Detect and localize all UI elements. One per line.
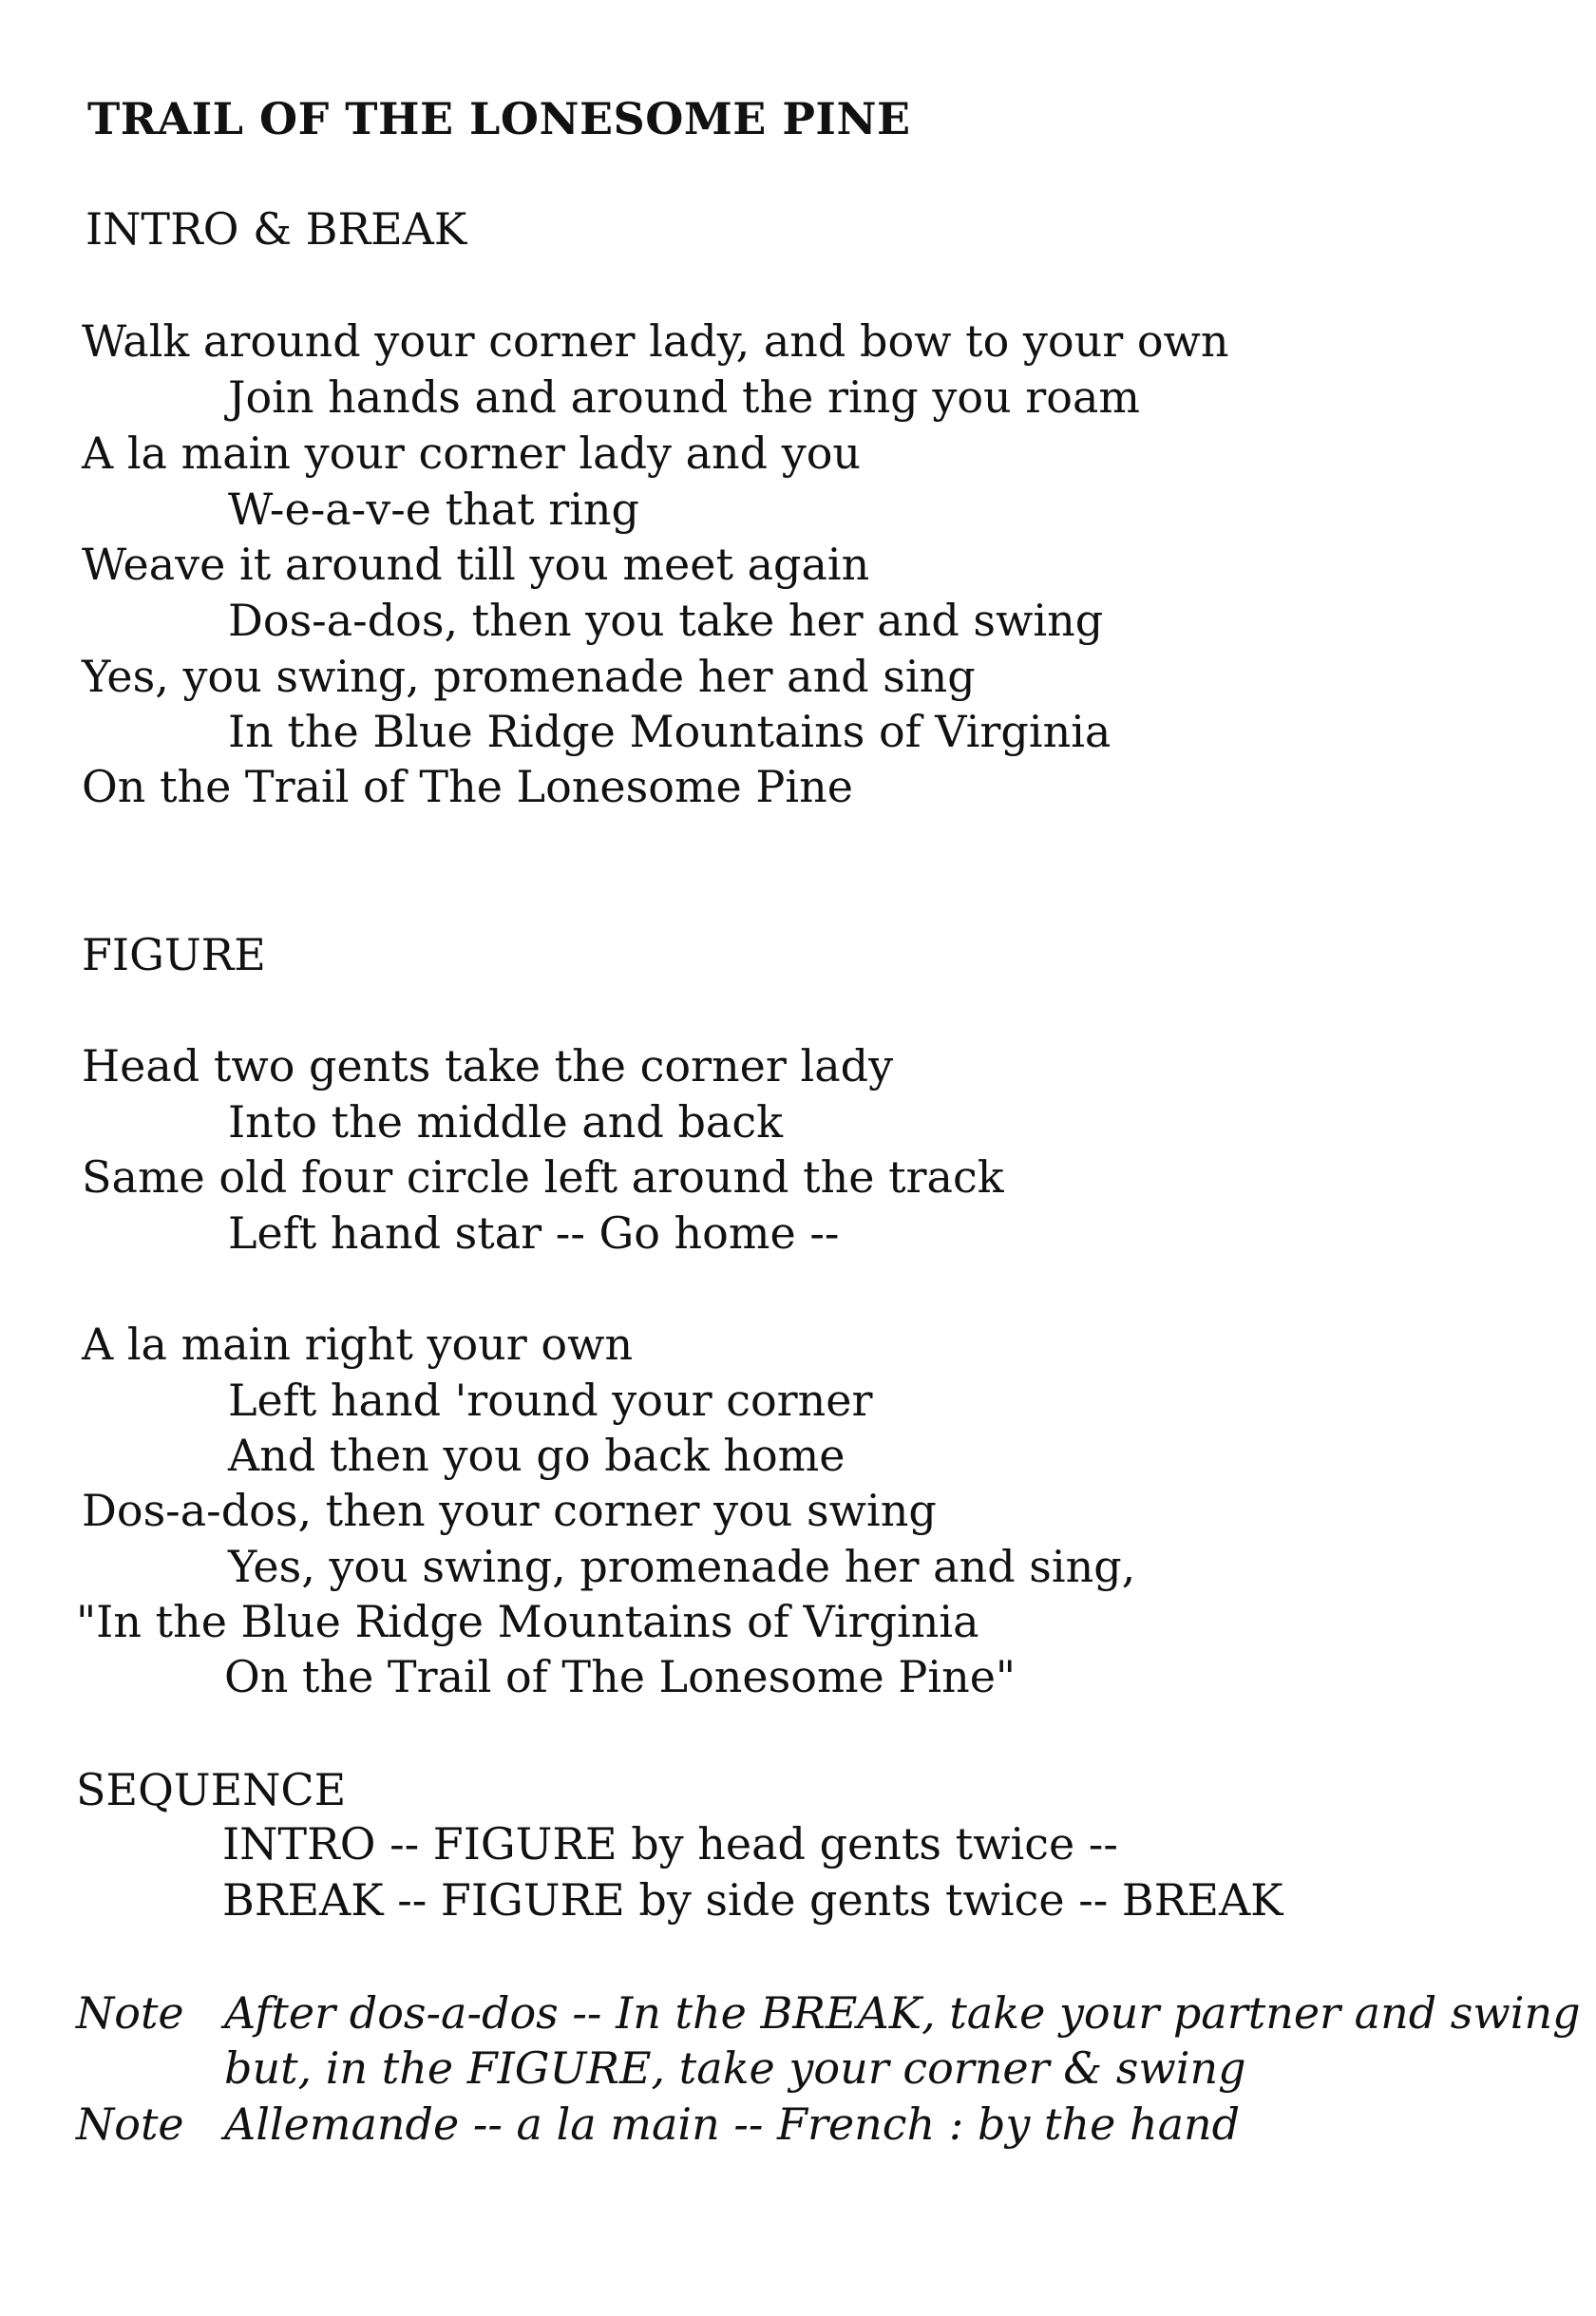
figure-line: And then you go back home (228, 1430, 846, 1481)
sequence-line: INTRO -- FIGURE by head gents twice -- (222, 1818, 1118, 1870)
figure-line: Into the middle and back (228, 1096, 783, 1148)
intro-heading: INTRO & BREAK (86, 203, 467, 255)
note-text: but, in the FIGURE, take your corner & swing (224, 2042, 1246, 2094)
intro-line: Yes, you swing, promenade her and sing (82, 651, 976, 702)
note-label: Note (76, 2098, 184, 2150)
figure-line: Head two gents take the corner lady (82, 1040, 894, 1092)
sequence-line: BREAK -- FIGURE by side gents twice -- BREAK (222, 1874, 1283, 1926)
intro-line: Join hands and around the ring you roam (228, 371, 1141, 423)
figure-line: On the Trail of The Lonesome Pine" (224, 1651, 1016, 1702)
sequence-heading: SEQUENCE (76, 1764, 347, 1815)
figure-heading: FIGURE (82, 929, 266, 980)
figure-line: Dos-a-dos, then your corner you swing (82, 1485, 937, 1536)
page-title: TRAIL OF THE LONESOME PINE (87, 93, 911, 144)
intro-line: Dos-a-dos, then you take her and swing (228, 595, 1104, 646)
figure-line: Left hand star -- Go home -- (228, 1207, 840, 1259)
note-text: Allemande -- a la main -- French : by the hand (224, 2098, 1241, 2150)
intro-line: Walk around your corner lady, and bow to your own (82, 315, 1229, 367)
note-label: Note (76, 1987, 184, 2039)
figure-line: Left hand 'round your corner (228, 1375, 873, 1426)
figure-line: Yes, you swing, promenade her and sing, (228, 1541, 1136, 1592)
figure-line: Same old four circle left around the track (82, 1151, 1004, 1203)
intro-line: A la main your corner lady and you (82, 427, 862, 479)
figure-line: A la main right your own (82, 1319, 634, 1370)
figure-line: "In the Blue Ridge Mountains of Virginia (76, 1596, 979, 1647)
note-text: After dos-a-dos -- In the BREAK, take your partner and swing (224, 1987, 1581, 2039)
intro-line: Weave it around till you meet again (82, 539, 870, 590)
intro-line: In the Blue Ridge Mountains of Virginia (228, 706, 1112, 757)
intro-line: W-e-a-v-e that ring (228, 484, 640, 535)
intro-line: On the Trail of The Lonesome Pine (82, 761, 853, 812)
